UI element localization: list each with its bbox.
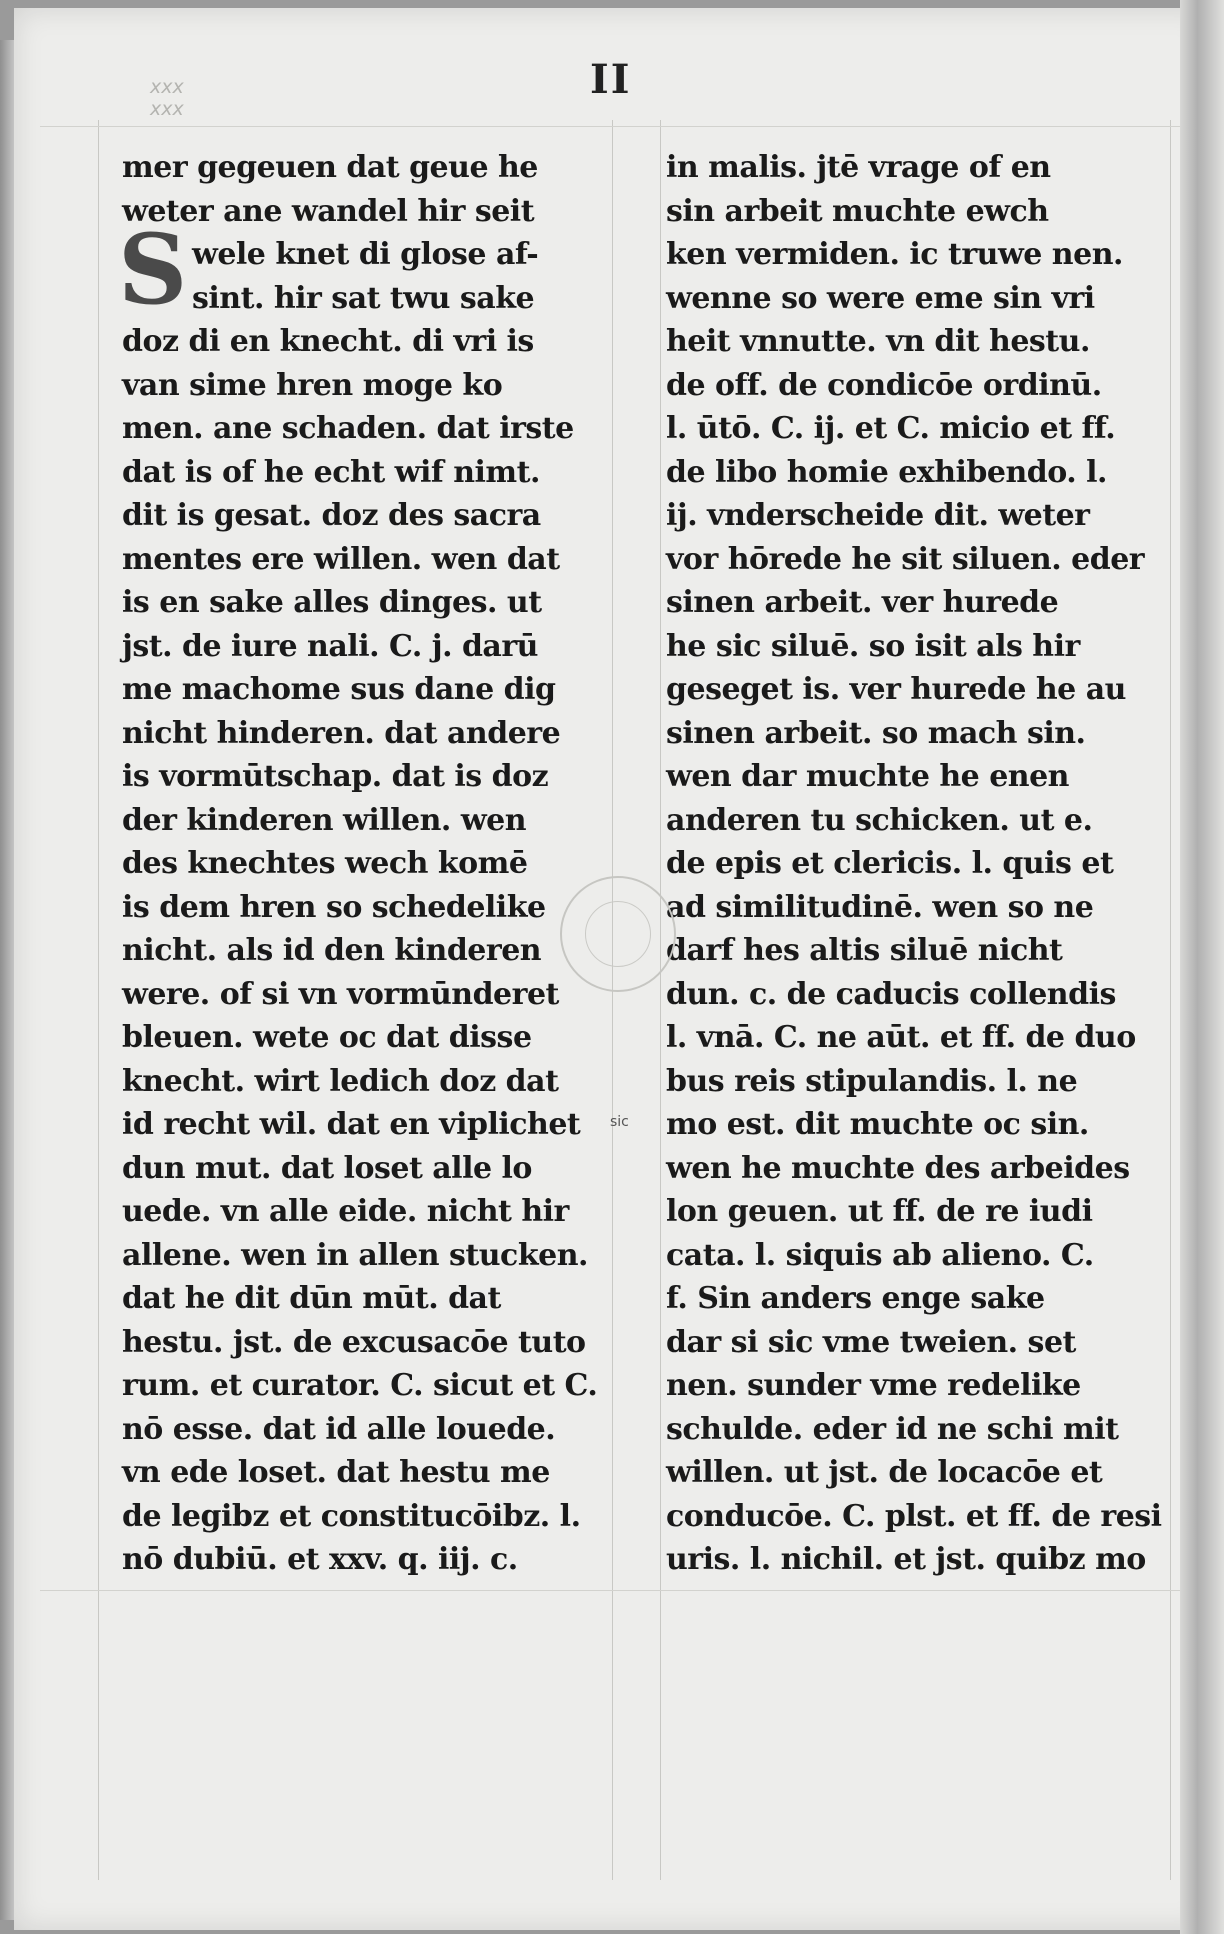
ruling-line — [40, 1590, 1180, 1591]
text-line: nō dubiū. et xxv. q. iij. c. — [122, 1542, 518, 1577]
text-line: in malis. jtē vrage of en — [666, 150, 1051, 185]
text-line: doz di en knecht. di vri is — [122, 324, 534, 359]
text-line: nicht. als id den kinderen — [122, 933, 542, 968]
text-line: dun mut. dat loset alle lo — [122, 1150, 532, 1186]
text-line: dun. c. de caducis collendis — [666, 976, 1116, 1012]
text-line: lon geuen. ut ff. de re iudi — [666, 1194, 1093, 1229]
text-line: sin arbeit muchte ewch — [666, 193, 1049, 229]
text-line: bus reis stipulandis. l. ne — [666, 1063, 1078, 1099]
marginal-note-line: xxx — [150, 98, 184, 120]
text-line: des knechtes wech komē — [122, 846, 528, 881]
text-line: anderen tu schicken. ut e. — [666, 802, 1093, 838]
text-line: l. vnā. C. ne aūt. et ff. de duo — [666, 1020, 1136, 1055]
text-line: nicht hinderen. dat andere — [122, 715, 561, 751]
marginal-note — [150, 76, 750, 120]
text-line: schulde. eder id ne schi mit — [666, 1411, 1119, 1447]
text-line: cata. l. siquis ab alieno. C. — [666, 1237, 1094, 1273]
text-line: allene. wen in allen stucken. — [122, 1237, 588, 1273]
text-line: der kinderen willen. wen — [122, 802, 527, 838]
ruling-line — [40, 126, 1180, 127]
text-line: dit is gesat. doz des sacra — [122, 498, 541, 533]
text-line: darf hes altis siluē nicht — [666, 933, 1063, 968]
text-line: hestu. jst. de excusacōe tuto — [122, 1324, 586, 1360]
text-line: mer gegeuen dat geue he — [122, 150, 538, 185]
text-line: geseget is. ver hurede he au — [666, 672, 1126, 707]
text-line: sint. hir sat twu sake — [192, 280, 535, 316]
text-line: mo est. dit muchte oc sin. — [666, 1107, 1089, 1142]
text-line: is vormūtschap. dat is doz — [122, 759, 549, 794]
text-line: l. ūtō. C. ij. et C. micio et ff. — [666, 411, 1116, 446]
text-line: he sic siluē. so isit als hir — [666, 628, 1080, 664]
text-line: f. Sin anders enge sake — [666, 1281, 1045, 1316]
text-line: me machome sus dane dig — [122, 672, 556, 707]
ruling-line — [98, 120, 99, 1880]
text-column-left — [122, 146, 612, 1582]
text-line: ken vermiden. ic truwe nen. — [666, 237, 1123, 272]
text-line: sinen arbeit. so mach sin. — [666, 715, 1086, 751]
text-line: rum. et curator. C. sicut et C. — [122, 1368, 598, 1403]
text-line: wenne so were eme sin vri — [666, 280, 1095, 316]
text-line: knecht. wirt ledich doz dat — [122, 1063, 559, 1099]
text-line: were. of si vn vormūnderet — [122, 976, 559, 1012]
text-column-right — [666, 146, 1176, 1582]
text-line: is dem hren so schedelike — [122, 889, 546, 925]
text-line: nen. sunder vme redelike — [666, 1368, 1081, 1403]
ruling-line — [660, 120, 661, 1880]
margin-mark-sic: sic — [610, 1114, 629, 1130]
text-line: conducōe. C. plst. et ff. de resi — [666, 1498, 1162, 1534]
text-line: is en sake alles dinges. ut — [122, 585, 542, 620]
text-line: men. ane schaden. dat irste — [122, 411, 574, 446]
folio-number: II — [590, 56, 632, 103]
text-line: ad similitudinē. wen so ne — [666, 889, 1094, 925]
text-line: uede. vn alle eide. nicht hir — [122, 1194, 569, 1229]
library-stamp — [560, 876, 676, 992]
text-line: willen. ut jst. de locacōe et — [666, 1455, 1103, 1490]
library-stamp-emblem — [585, 901, 651, 967]
text-line: de libo homie exhibendo. l. — [666, 454, 1107, 490]
text-line: heit vnnutte. vn dit hestu. — [666, 324, 1090, 359]
text-line: de off. de condicōe ordinū. — [666, 367, 1102, 403]
text-line: bleuen. wete oc dat disse — [122, 1020, 532, 1055]
text-line: uris. l. nichil. et jst. quibz mo — [666, 1542, 1146, 1577]
text-line: de legibz et constitucōibz. l. — [122, 1498, 581, 1534]
text-line: wele knet di glose af- — [192, 237, 539, 272]
ruling-line — [612, 120, 613, 1880]
text-line: wen dar muchte he enen — [666, 759, 1069, 794]
decorated-initial: S — [118, 213, 188, 326]
marginal-note-line: xxx — [150, 76, 184, 98]
text-line: vor hōrede he sit siluen. eder — [666, 541, 1145, 577]
text-line: dat he dit dūn mūt. dat — [122, 1281, 501, 1316]
text-line: ij. vnderscheide dit. weter — [666, 498, 1090, 533]
text-line: jst. de iure nali. C. j. darū — [122, 628, 538, 664]
text-line: dar si sic vme tweien. set — [666, 1324, 1076, 1360]
text-line: vn ede loset. dat hestu me — [122, 1455, 550, 1490]
text-line: wen he muchte des arbeides — [666, 1150, 1130, 1186]
text-line: dat is of he echt wif nimt. — [122, 454, 540, 490]
binding-edge-right — [1180, 0, 1224, 1934]
text-line: mentes ere willen. wen dat — [122, 541, 560, 577]
text-line: weter ane wandel hir seit — [122, 193, 535, 229]
text-line: id recht wil. dat en viplichet — [122, 1107, 581, 1142]
text-line: nō esse. dat id alle louede. — [122, 1411, 556, 1447]
text-line: van sime hren moge ko — [122, 367, 503, 403]
text-line: sinen arbeit. ver hurede — [666, 585, 1059, 620]
text-line: de epis et clericis. l. quis et — [666, 846, 1114, 881]
